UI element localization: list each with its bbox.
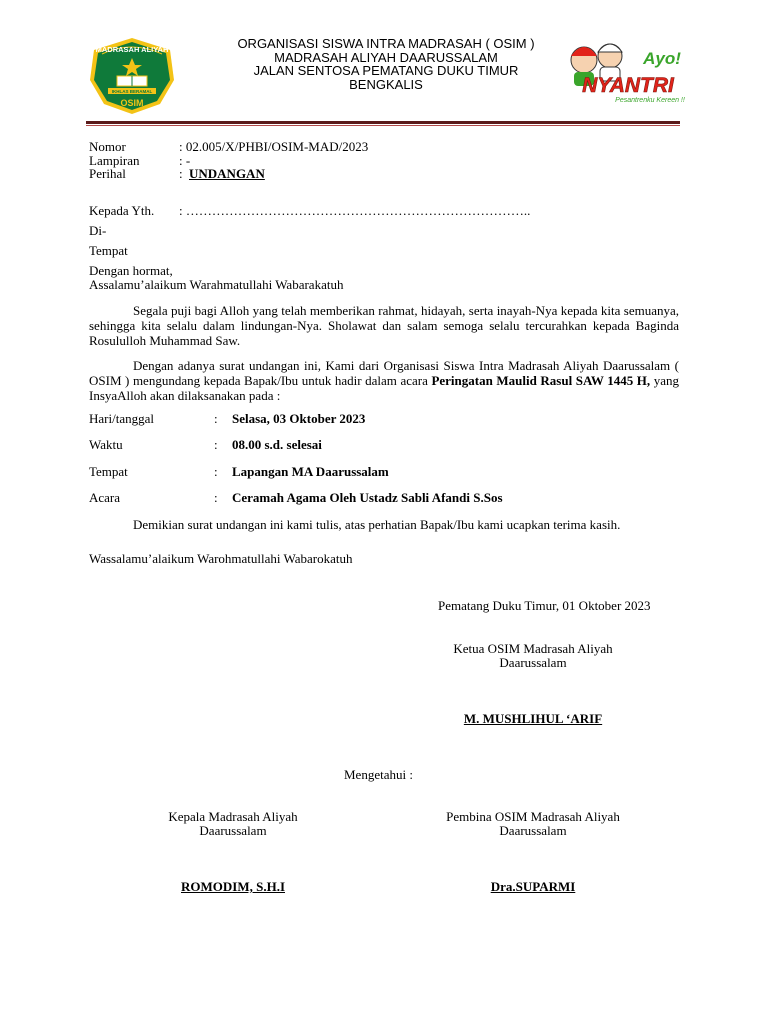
detail-colon: :	[214, 437, 218, 452]
kepada-value: : ……………………………………………………………………..	[179, 203, 531, 218]
invitation-text: Dengan adanya surat undangan ini, Kami dari Organisasi Siswa Intra Madrasah Aliyah Daarussalam ( OSIM ) mengundang kepada Bapak/Ibu untuk hadir dalam acara	[89, 358, 679, 388]
detail-label: Acara	[89, 490, 121, 505]
tempat-text: Tempat	[89, 243, 128, 258]
perihal-label: Perihal	[89, 166, 126, 181]
detail-value-place: Lapangan MA Daarussalam	[232, 464, 389, 479]
detail-colon: :	[214, 490, 218, 505]
place-date: Pematang Duku Timur, 01 Oktober 2023	[438, 598, 651, 613]
pembina-title: Pembina OSIM Madrasah Aliyah	[446, 809, 620, 824]
nomor-label: Nomor	[89, 139, 126, 154]
nomor-value: : 02.005/X/PHBI/OSIM-MAD/2023	[179, 139, 369, 154]
perihal-value: UNDANGAN	[189, 166, 265, 181]
ayo-nyantri-logo	[562, 34, 692, 110]
logo-ribbon-text: IKHLAS BERAMAL	[111, 89, 153, 94]
detail-label: Waktu	[89, 437, 123, 452]
paragraph-invitation	[89, 358, 679, 403]
detail-colon: :	[214, 464, 218, 479]
di-text: Di-	[89, 223, 107, 238]
invitation-text-end: yang InsyaAlloh akan dilaksanakan pada :	[89, 373, 679, 403]
logo-ayo-text: Ayo!	[643, 49, 681, 68]
mengetahui-label: Mengetahui :	[344, 767, 413, 782]
ketua-title-org: Daarussalam	[499, 655, 567, 670]
detail-colon: :	[214, 411, 218, 426]
paragraph-opening: Segala puji bagi Alloh yang telah memberikan rahmat, hidayah, serta inayah-Nya kepada kita semuanya, sehingga kita selalu dalam lindungan-Nya. Sholawat dan salam semoga selalu tercurahkan kepada Baginda Rosululloh Muhammad Saw.	[89, 303, 679, 348]
detail-label: Tempat	[89, 464, 128, 479]
kepala-title: Kepala Madrasah Aliyah	[168, 809, 298, 824]
greeting-hormat: Dengan hormat,	[89, 263, 173, 278]
pembina-name: Dra.SUPARMI	[490, 879, 576, 894]
logo-top-text: MADRASAH ALIYAH	[95, 45, 169, 54]
header-rule-thin	[86, 125, 680, 126]
logo-bottom-text: OSIM	[120, 98, 144, 108]
kepala-title-org: Daarussalam	[199, 823, 267, 838]
logo-nyantri-text: NYANTRI	[582, 74, 674, 97]
logo-tagline-text: Pesantrenku Kereen !!	[615, 97, 685, 104]
ketua-name: M. MUSHLIHUL ‘ARIF	[463, 711, 603, 726]
madrasah-aliyah-logo	[86, 36, 178, 116]
detail-value-event: Ceramah Agama Oleh Ustadz Sabli Afandi S.Sos	[232, 490, 503, 505]
detail-label: Hari/tanggal	[89, 411, 154, 426]
paragraph-closing: Demikian surat undangan ini kami tulis, atas perhatian Bapak/Ibu kami ucapkan terima kasih.	[133, 517, 621, 532]
pembina-title-org: Daarussalam	[499, 823, 567, 838]
header-school-name: MADRASAH ALIYAH DAARUSSALAM	[274, 50, 498, 65]
ketua-title: Ketua OSIM Madrasah Aliyah	[453, 641, 613, 656]
header-address: JALAN SENTOSA PEMATANG DUKU TIMUR	[253, 63, 519, 78]
lampiran-value: : -	[179, 153, 191, 168]
header-rule-thick	[86, 121, 680, 124]
kepada-label: Kepada Yth.	[89, 203, 155, 218]
greeting-salam: Assalamu’alaikum Warahmatullahi Wabarakatuh	[89, 277, 344, 292]
detail-value-date: Selasa, 03 Oktober 2023	[232, 411, 366, 426]
detail-value-time: 08.00 s.d. selesai	[232, 437, 322, 452]
lampiran-label: Lampiran	[89, 153, 140, 168]
kepala-name: ROMODIM, S.H.I	[181, 879, 285, 894]
event-name: Peringatan Maulid Rasul SAW 1445 H,	[431, 373, 651, 388]
closing-salam: Wassalamu’alaikum Warohmatullahi Wabarokatuh	[89, 551, 353, 566]
header-org-name: ORGANISASI SISWA INTRA MADRASAH ( OSIM )	[237, 36, 535, 51]
header-city: BENGKALIS	[349, 77, 423, 92]
perihal-colon: :	[179, 166, 183, 181]
